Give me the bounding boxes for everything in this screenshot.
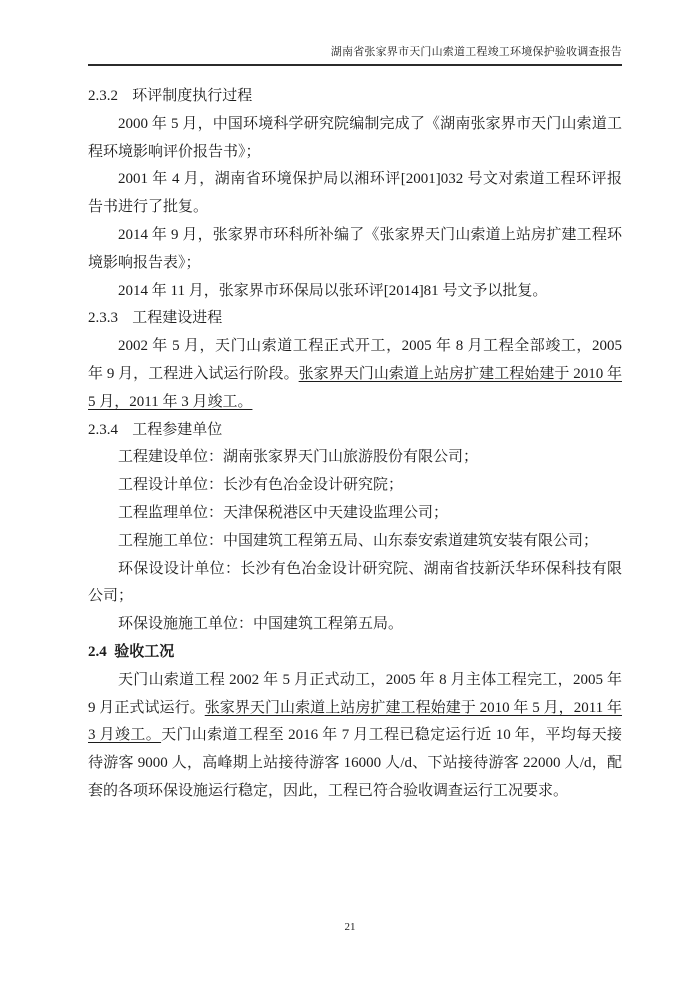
heading-number: 2.4 — [88, 643, 107, 660]
paragraph-text: 环保设施施工单位：中国建筑工程第五局。 — [118, 616, 404, 633]
heading-2-3-4 — [88, 417, 622, 445]
unit-line-construction — [88, 444, 622, 472]
unit-line-design — [88, 472, 622, 500]
heading-title: 工程参建单位 — [132, 421, 223, 438]
paragraph-approval-2001 — [88, 166, 622, 222]
paragraph-text: 环保设设计单位：长沙有色冶金设计研究院、湖南省技新沃华环保科技有限公司； — [88, 560, 622, 605]
unit-line-env-builder — [88, 611, 622, 639]
heading-title: 验收工况 — [114, 643, 175, 660]
page-number: 21 — [344, 921, 356, 933]
heading-2-4 — [88, 639, 622, 667]
page-content — [88, 83, 622, 806]
paragraph-text: 工程设计单位：长沙有色冶金设计研究院； — [118, 477, 404, 494]
heading-title: 工程建设进程 — [132, 310, 223, 327]
paragraph-text: 工程监理单位：天津保税港区中天建设监理公司； — [118, 504, 449, 521]
paragraph-eia-report — [88, 111, 622, 167]
paragraph-text: 2000 年 5 月，中国环境科学研究院编制完成了《湖南张家界市天门山索道工程环境影响评价报告书》； — [88, 115, 622, 160]
unit-line-supervision — [88, 500, 622, 528]
heading-title: 环评制度执行过程 — [132, 88, 253, 104]
paragraph-text: 2002 年 5 月，天门山索道工程正式开工，2005 年 8 月工程全部竣工，2005 年 9 月，工程进入试运行阶段。 — [88, 338, 622, 382]
underlined-text: 张家界天门山索道上站房扩建工程始建于 2010 年 5 月，2011 年 3 月竣工。 — [88, 699, 622, 744]
heading-number: 2.3.3 — [88, 310, 118, 327]
heading-number: 2.3.4 — [88, 421, 118, 438]
heading-number: 2.3.2 — [88, 88, 118, 104]
paragraph-construction-progress — [88, 333, 622, 416]
paragraph-text: 工程施工单位：中国建筑工程第五局、山东泰安索道建筑安装有限公司； — [118, 532, 599, 549]
paragraph-text: 2014 年 11 月，张家界市环保局以张环评[2014]81 号文予以批复。 — [118, 282, 548, 299]
heading-2-3-2 — [88, 83, 622, 111]
paragraph-supplement-2014 — [88, 222, 622, 278]
paragraph-text: 工程建设单位：湖南张家界天门山旅游股份有限公司； — [118, 449, 479, 466]
running-head: 湖南省张家界市天门山索道工程竣工环境保护验收调查报告 — [88, 44, 622, 66]
paragraph-approval-2014 — [88, 278, 622, 306]
unit-line-builder — [88, 528, 622, 556]
page-footer — [0, 920, 700, 934]
unit-line-env-design — [88, 556, 622, 612]
paragraph-text: 天门山索道工程 2002 年 5 月正式动工，2005 年 8 月主体工程完工，2005 年 9 月正式试运行。 — [88, 671, 622, 716]
underlined-text: 张家界天门山索道上站房扩建工程始建于 2010 年 5 月，2011 年 3 月竣工。 — [88, 365, 622, 410]
paragraph-acceptance-condition — [88, 667, 622, 806]
heading-2-3-3 — [88, 305, 622, 333]
paragraph-text: 天门山索道工程至 2016 年 7 月工程已稳定运行近 10 年，平均每天接待游客 9000 人，高峰期上站接待游客 16000 人/d、下站接待游客 22000 人/d，配套的各项环保设施运行稳定，因此，工程已符合验收调查运行工况要求。 — [88, 727, 622, 799]
paragraph-text: 2001 年 4 月，湖南省环境保护局以湘环评[2001]032 号文对索道工程环评报告书进行了批复。 — [88, 171, 622, 216]
paragraph-text: 2014 年 9 月，张家界市环科所补编了《张家界天门山索道上站房扩建工程环境影响报告表》； — [88, 226, 622, 271]
